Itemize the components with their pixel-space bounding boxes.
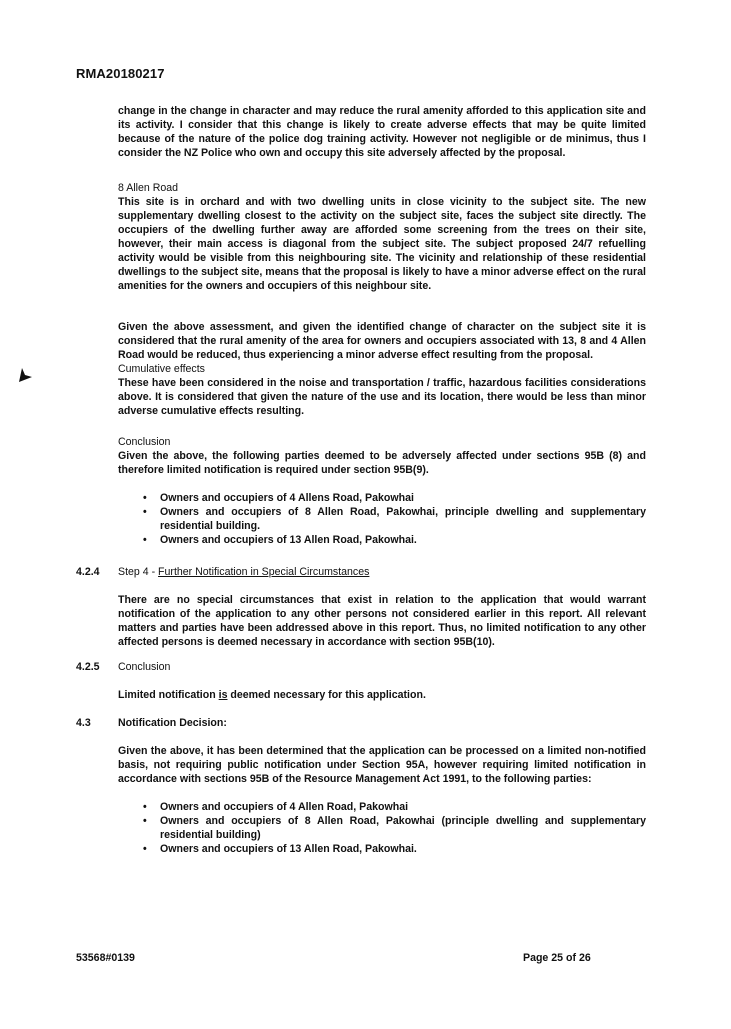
document-reference: RMA20180217 — [76, 66, 165, 81]
list-item: • Owners and occupiers of 4 Allen Road, Pakowhai — [143, 801, 409, 813]
assessment-paragraph: Given the above assessment, and given the identified change of character on the subject site it is considered that the rural amenity of the area for owners and occupiers associated with 13, 8 and 4 Allen Road would be reduced, thus experiencing a minor adverse effect resulting from the proposal. — [118, 321, 646, 361]
conclusion-heading: Conclusion — [118, 436, 171, 448]
section-number-4-2-4: 4.2.4 — [76, 566, 100, 578]
conclusion-text: Given the above, the following parties deemed to be adversely affected under sections 95B (8) and therefore limited notification is required under section 95B(9). — [118, 450, 646, 476]
section-4-2-4-text: There are no special circumstances that exist in relation to the application that would warrant notification of the application to any other persons not considered earlier in this report. All relevant matters and parties have been addressed above in this report. Thus, no limited notification to any other affected persons is deemed necessary in accordance with section 95B(10). — [118, 594, 646, 648]
allen-road-8-heading: 8 Allen Road — [118, 182, 179, 194]
section-4-2-5-text: Limited notification is deemed necessary for this application. — [118, 689, 426, 701]
allen-road-8-text: This site is in orchard and with two dwelling units in close vicinity to the subject site. The new supplementary dwelling closest to the activity on the subject site, faces the subject site directly. The occupiers of the dwelling further away are afforded some screening from the trees on their site, however, their main access is diagonal from the subject site. The subject proposed 24/7 refuelling activity would be visible from this neighbouring site. The vicinity and relationship of these residential dwellings to the subject site, means that the proposal is likely to have a minor adverse effect on the rural amenities for the owners and occupiers of this neighbour site. — [118, 196, 646, 292]
list-item: • Owners and occupiers of 13 Allen Road, Pakowhai. — [143, 534, 417, 546]
cumulative-effects-text: These have been considered in the noise and transportation / traffic, hazardous facilities considerations above. It is considered that given the nature of the use and its location, there would be less than minor adverse cumulative effects resulting. — [118, 377, 646, 417]
cumulative-effects-section — [118, 362, 646, 418]
footer-page-number: Page 25 of 26 — [523, 952, 591, 964]
section-number-4-2-5: 4.2.5 — [76, 661, 100, 673]
section-heading-4-3: Notification Decision: — [118, 717, 227, 729]
section-4-3-text: Given the above, it has been determined that the application can be processed on a limited non-notified basis, not requiring public notification under Section 95A, however requiring limited notification in accordance with sections 95B of the Resource Management Act 1991, to the following parties: • Owners and occupiers of 4 Allen Road, Pakowhai • Owners and occupiers of 8 Allen Road, Pakowhai (principle dwelling and supplementary residential building) • Owners and occupiers of 13 Allen Road, Pakowhai. — [118, 745, 646, 855]
list-item: • Owners and occupiers of 8 Allen Road, Pakowhai (principle dwelling and supplementary residential building) — [143, 815, 646, 841]
affected-parties-list — [118, 491, 646, 547]
section-heading-4-2-4: Step 4 - Further Notification in Special Circumstances — [118, 566, 370, 578]
section-heading-4-2-5: Conclusion — [118, 661, 171, 673]
list-item: • Owners and occupiers of 4 Allens Road, Pakowhai — [143, 492, 414, 504]
intro-paragraph: change in the change in character and may reduce the rural amenity afforded to this application site and its activity. I consider that this change is likely to create adverse effects that may be quite limited because of the nature of the police dog training activity. However not negligible or de minimus, thus I consider the NZ Police who own and occupy this site adversely affected by the proposal. — [118, 105, 646, 159]
footer-document-id: 53568#0139 — [76, 952, 135, 964]
margin-arrow-mark — [16, 366, 34, 384]
list-item: • Owners and occupiers of 13 Allen Road, Pakowhai. — [143, 843, 417, 855]
list-item: • Owners and occupiers of 8 Allen Road, Pakowhai, principle dwelling and supplementary residential building. — [143, 506, 646, 532]
cumulative-effects-heading: Cumulative effects — [118, 363, 205, 375]
conclusion-section — [118, 435, 646, 547]
notified-parties-list — [118, 800, 646, 856]
section-number-4-3: 4.3 — [76, 717, 91, 729]
allen-road-8-section — [118, 181, 646, 293]
